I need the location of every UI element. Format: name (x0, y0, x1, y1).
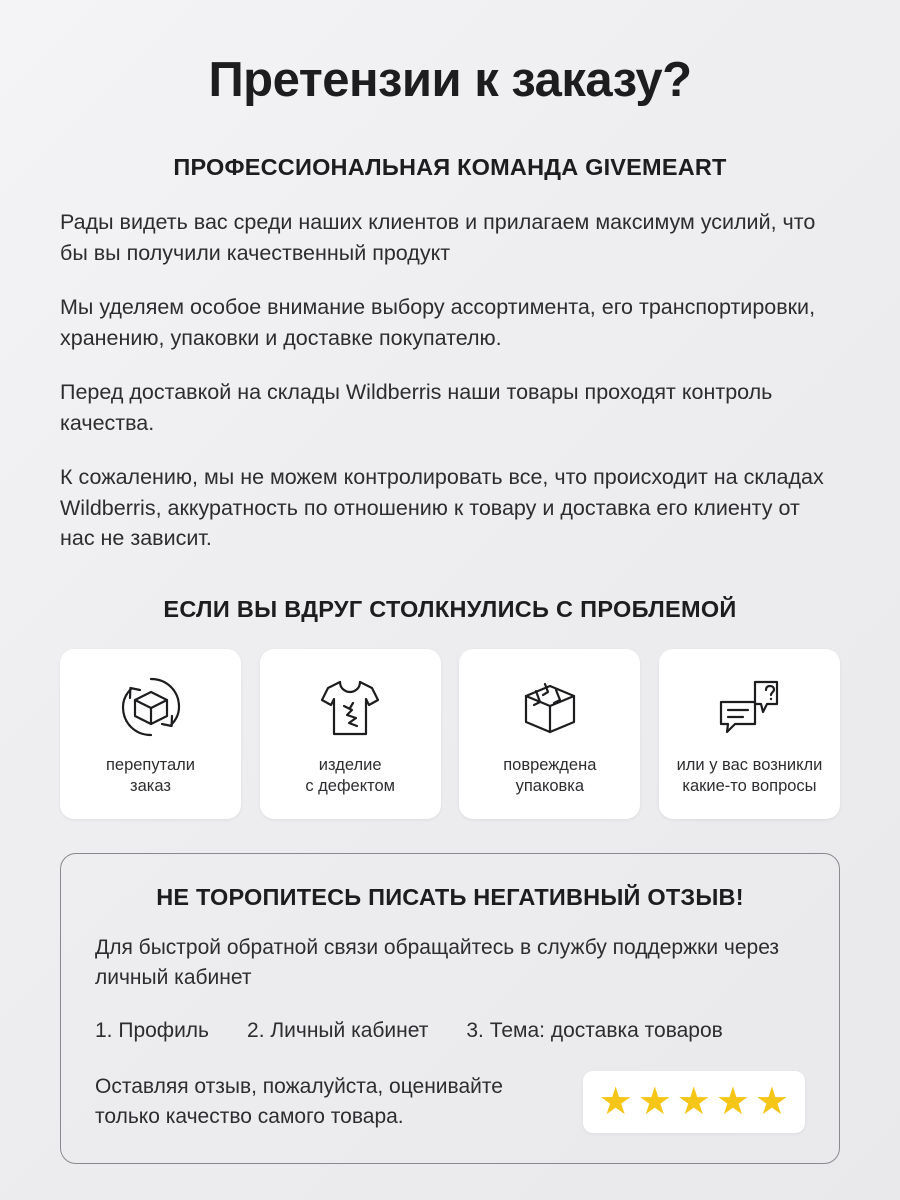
problem-card-label-line2: с дефектом (305, 777, 395, 796)
intro-paragraph-1: Рады видеть вас среди наших клиентов и прилагаем максимум усилий, что бы вы получили качественный продукт (60, 210, 816, 265)
problem-card-label-line1: изделие (318, 755, 382, 774)
problem-card-defect (260, 649, 441, 819)
problem-card-label-line2: упаковка (515, 777, 585, 796)
intro-paragraph-3: Перед доставкой на склады Wildberris наши товары проходят контроль качества. (60, 380, 773, 435)
team-subtitle: ПРОФЕССИОНАЛЬНАЯ КОМАНДА GIVEMEART (173, 154, 727, 181)
notice-title: НЕ ТОРОПИТЕСЬ ПИСАТЬ НЕГАТИВНЫЙ ОТЗЫВ! (156, 883, 744, 910)
problem-card-questions (659, 649, 840, 819)
problem-card-label-line2: заказ (130, 777, 171, 796)
problem-card-damaged-package (459, 649, 640, 819)
support-step-1: 1. Профиль (95, 1018, 210, 1042)
rating-note: Оставляя отзыв, пожалуйста, оценивайте только качество самого товара. (95, 1075, 503, 1128)
star-rating[interactable] (583, 1071, 805, 1133)
support-steps (95, 1019, 805, 1043)
problem-card-label-line1: или у вас возникли (676, 755, 823, 774)
star-icon[interactable]: ★ (715, 1080, 750, 1123)
star-icon[interactable]: ★ (754, 1080, 789, 1123)
problem-cards (60, 649, 840, 819)
page-title: Претензии к заказу? (208, 53, 692, 107)
star-icon[interactable]: ★ (598, 1080, 633, 1123)
intro-paragraph-2: Мы уделяем особое внимание выбору ассортимента, его транспортировки, хранению, упаковки и доставке покупателю. (60, 295, 816, 350)
damaged-box-icon (512, 669, 588, 747)
problem-card-label-line1: перепутали (105, 755, 196, 774)
chat-question-icon (711, 669, 787, 747)
negative-review-notice (60, 853, 840, 1164)
tshirt-defect-icon (312, 669, 388, 747)
support-step-2: 2. Личный кабинет (247, 1018, 429, 1042)
star-icon[interactable]: ★ (637, 1080, 672, 1123)
notice-text: Для быстрой обратной связи обращайтесь в службу поддержки через личный кабинет (95, 935, 780, 989)
problem-card-wrong-order (60, 649, 241, 819)
star-icon[interactable]: ★ (676, 1080, 711, 1123)
rating-row (95, 1071, 805, 1133)
problem-card-label-line2: какие-то вопросы (682, 777, 817, 796)
package-return-icon (113, 669, 189, 747)
problems-heading: ЕСЛИ ВЫ ВДРУГ СТОЛКНУЛИСЬ С ПРОБЛЕМОЙ (163, 595, 737, 622)
support-step-3: 3. Тема: доставка товаров (466, 1018, 723, 1042)
problem-card-label-line1: повреждена (503, 755, 597, 774)
intro-paragraph-4: К сожалению, мы не можем контролировать все, что происходит на складах Wildberris, аккуратность по отношению к товару и доставка его клиенту от нас не зависит. (60, 465, 824, 551)
